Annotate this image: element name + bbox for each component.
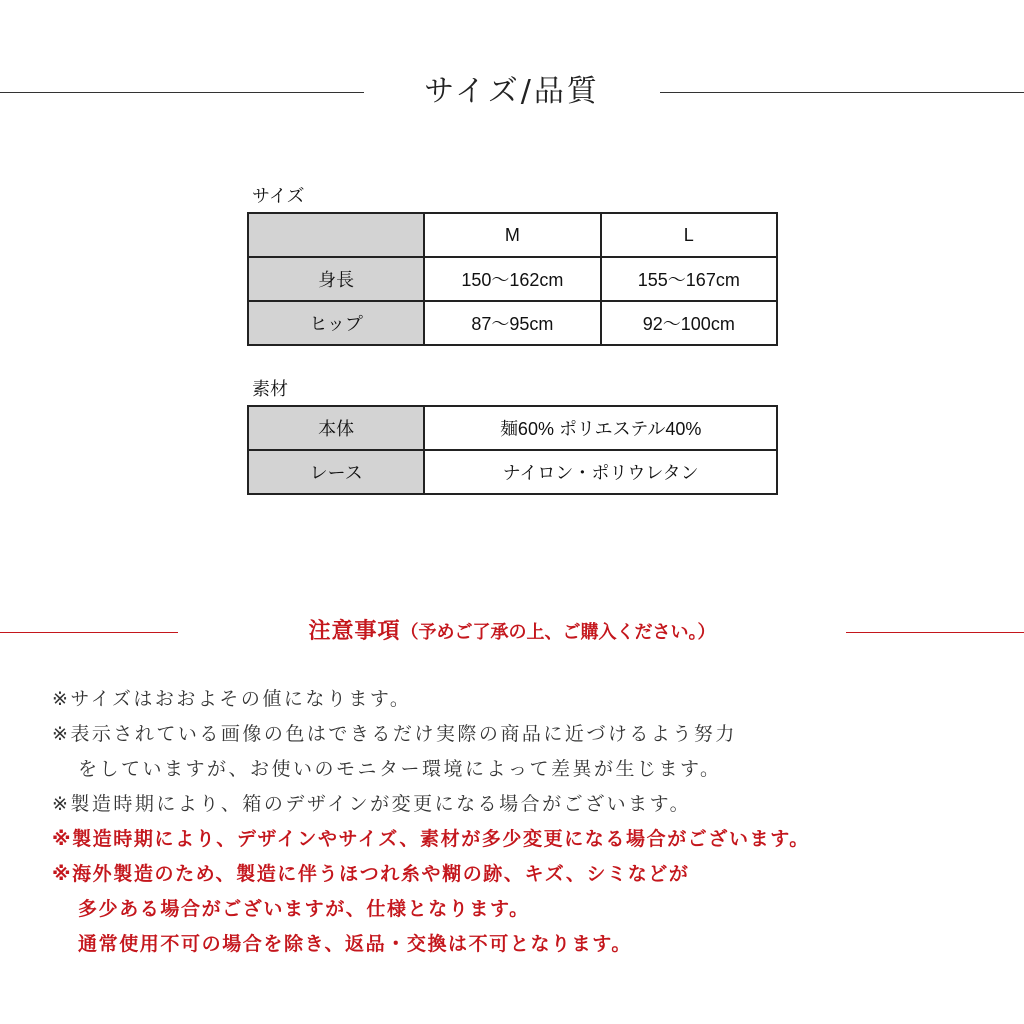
material-label: 素材 — [252, 379, 288, 400]
page-title: サイズ/品質 — [424, 74, 600, 109]
table-row — [248, 301, 777, 345]
table-row — [248, 450, 777, 494]
material-cell: ナイロン・ポリウレタン — [424, 450, 777, 494]
note-line-warning: ※海外製造のため、製造に伴うほつれ糸や糊の跡、キズ、シミなどが — [52, 863, 690, 885]
note-line-warning: 多少ある場合がございますが、仕様となります。 — [78, 898, 530, 920]
size-row-header: ヒップ — [248, 301, 424, 345]
caution-notes — [52, 682, 1012, 962]
note-line: ※サイズはおおよその値になります。 — [52, 688, 412, 710]
note-line: ※表示されている画像の色はできるだけ実際の商品に近づけるよう努力 — [52, 723, 737, 745]
material-cell: 麺60% ポリエステル40% — [424, 406, 777, 450]
size-cell: 150～162cm — [424, 257, 600, 301]
size-corner-cell — [248, 213, 424, 257]
note-line-warning: 通常使用不可の場合を除き、返品・交換は不可となります。 — [78, 933, 632, 955]
table-row — [248, 257, 777, 301]
size-column-header: M — [424, 213, 600, 257]
note-line: をしていますが、お使いのモニター環境によって差異が生じます。 — [78, 758, 722, 780]
size-table — [247, 212, 778, 346]
note-line: ※製造時期により、箱のデザインが変更になる場合がございます。 — [52, 793, 692, 815]
size-column-header: L — [601, 213, 777, 257]
caution-title: 注意事項 — [308, 619, 401, 644]
caution-subtitle: （予めご了承の上、ご購入ください。） — [400, 622, 716, 643]
table-row — [248, 406, 777, 450]
material-row-header: レース — [248, 450, 424, 494]
size-cell: 155～167cm — [601, 257, 777, 301]
material-table — [247, 405, 778, 495]
size-label: サイズ — [252, 186, 305, 207]
size-cell: 92～100cm — [601, 301, 777, 345]
size-cell: 87～95cm — [424, 301, 600, 345]
note-line-warning: ※製造時期により、デザインやサイズ、素材が多少変更になる場合がございます。 — [52, 828, 810, 850]
caution-heading — [0, 614, 1024, 651]
size-row-header: 身長 — [248, 257, 424, 301]
table-row — [248, 213, 777, 257]
material-row-header: 本体 — [248, 406, 424, 450]
